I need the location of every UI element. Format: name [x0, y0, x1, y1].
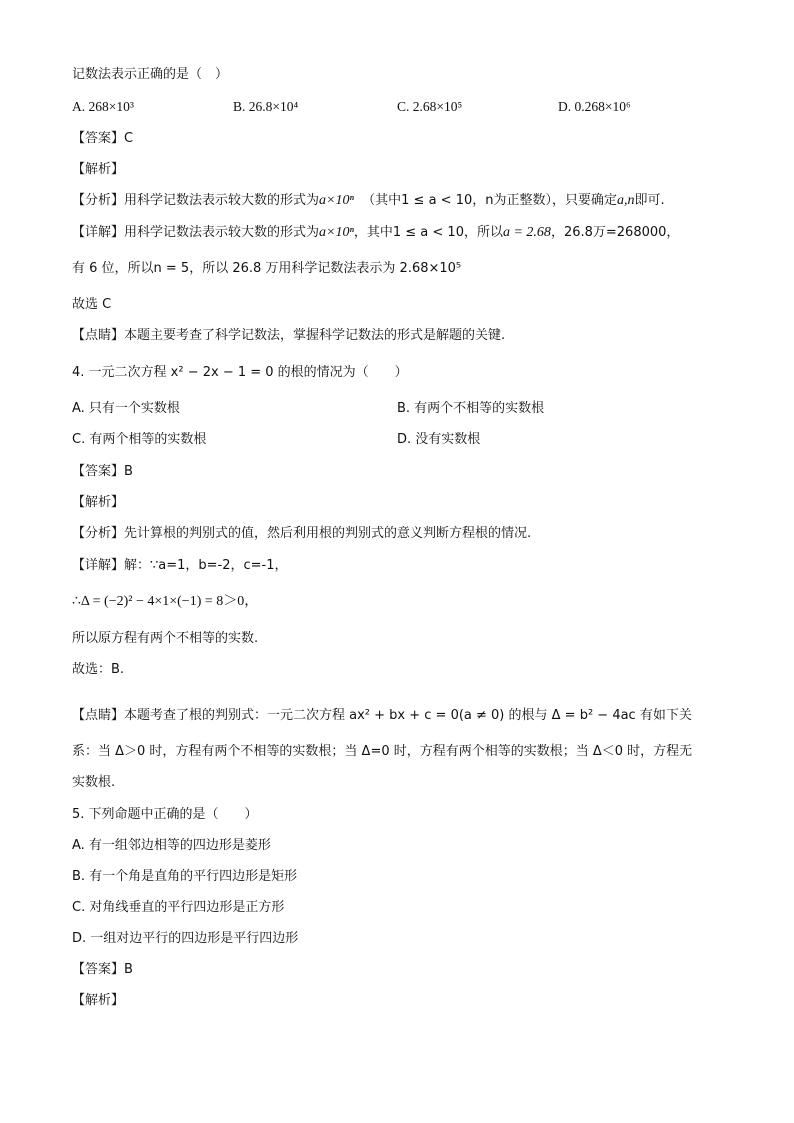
q3-fenxi-prefix: 【分析】用科学记数法表示较大数的形式为	[72, 193, 320, 208]
q4-option-b: B. 有两个不相等的实数根	[397, 401, 545, 416]
q4-option-c: C. 有两个相等的实数根	[72, 432, 207, 447]
q4-option-a: A. 只有一个实数根	[72, 401, 180, 416]
q3-stem-tail: 记数法表示正确的是（ ）	[72, 67, 229, 82]
q3-option-c: C. 2.68×10⁵	[397, 99, 463, 114]
q4-dianjing-line1: 【点睛】本题考查了根的判别式：一元二次方程 ax² + bx + c = 0(a ≠ 0) 的根与 Δ = b² − 4ac 有如下关	[72, 708, 692, 723]
q3-fenxi-an: a,n	[616, 193, 635, 208]
q5-answer: 【答案】B	[72, 962, 133, 977]
q3-fenxi-formula: a×10ⁿ	[319, 193, 354, 208]
q4-guxuan: 故选：B.	[72, 662, 125, 677]
q3-fenxi-mid: （其中1 ≤ a < 10，n为正整数），只要确定	[362, 193, 617, 208]
q4-dianjing-line3: 实数根.	[72, 775, 116, 790]
q5-option-b: B. 有一个角是直角的平行四边形是矩形	[72, 869, 298, 884]
q4-conclusion: 所以原方程有两个不相等的实数.	[72, 631, 259, 646]
q5-option-d: D. 一组对边平行的四边形是平行四边形	[72, 931, 299, 946]
q5-stem: 5. 下列命题中正确的是（ ）	[72, 807, 258, 822]
q5-option-a: A. 有一组邻边相等的四边形是菱形	[72, 838, 271, 853]
q3-option-d: D. 0.268×10⁶	[558, 99, 631, 114]
q3-guxuan: 故选 C	[72, 297, 112, 312]
q4-xiangjie: 【详解】解：∵a=1，b=-2，c=-1，	[72, 558, 288, 573]
q3-fenxi-end: 即可.	[634, 193, 665, 208]
q4-answer: 【答案】B	[72, 464, 133, 479]
q3-xiangjie-a: a = 2.68	[502, 225, 551, 240]
q3-analysis-label: 【解析】	[72, 162, 125, 177]
q4-delta: ∴Δ = (−2)² − 4×1×(−1) = 8＞0，	[72, 594, 259, 609]
q4-analysis-label: 【解析】	[72, 495, 125, 510]
q3-xiangjie-prefix: 【详解】用科学记数法表示较大数的形式为	[72, 225, 320, 240]
q3-option-b: B. 26.8×10⁴	[233, 99, 299, 114]
q3-xiangjie-mid: ，其中1 ≤ a < 10，所以	[353, 225, 503, 240]
q3-line2: 有 6 位，所以n = 5，所以 26.8 万用科学记数法表示为 2.68×10⁵	[72, 261, 462, 276]
q4-fenxi: 【分析】先计算根的判别式的值，然后利用根的判别式的意义判断方程根的情况.	[72, 526, 532, 541]
q3-answer: 【答案】C	[72, 131, 134, 146]
q3-xiangjie	[72, 224, 679, 242]
q3-xiangjie-formula: a×10ⁿ	[319, 225, 354, 240]
q5-analysis-label: 【解析】	[72, 993, 125, 1008]
q4-dianjing-line2: 系：当 Δ＞0 时，方程有两个不相等的实数根；当 Δ=0 时，方程有两个相等的实数根；当 Δ＜0 时，方程无	[72, 744, 693, 759]
q3-option-a: A. 268×10³	[72, 99, 134, 114]
q4-option-d: D. 没有实数根	[397, 432, 481, 447]
q3-dianjing: 【点睛】本题主要考查了科学记数法，掌握科学记数法的形式是解题的关键.	[72, 328, 506, 343]
q4-stem: 4. 一元二次方程 x² − 2x − 1 = 0 的根的情况为（ ）	[72, 365, 408, 380]
q3-xiangjie-end: ，26.8万=268000，	[550, 225, 680, 240]
q3-fenxi	[72, 192, 665, 210]
q5-option-c: C. 对角线垂直的平行四边形是正方形	[72, 900, 285, 915]
